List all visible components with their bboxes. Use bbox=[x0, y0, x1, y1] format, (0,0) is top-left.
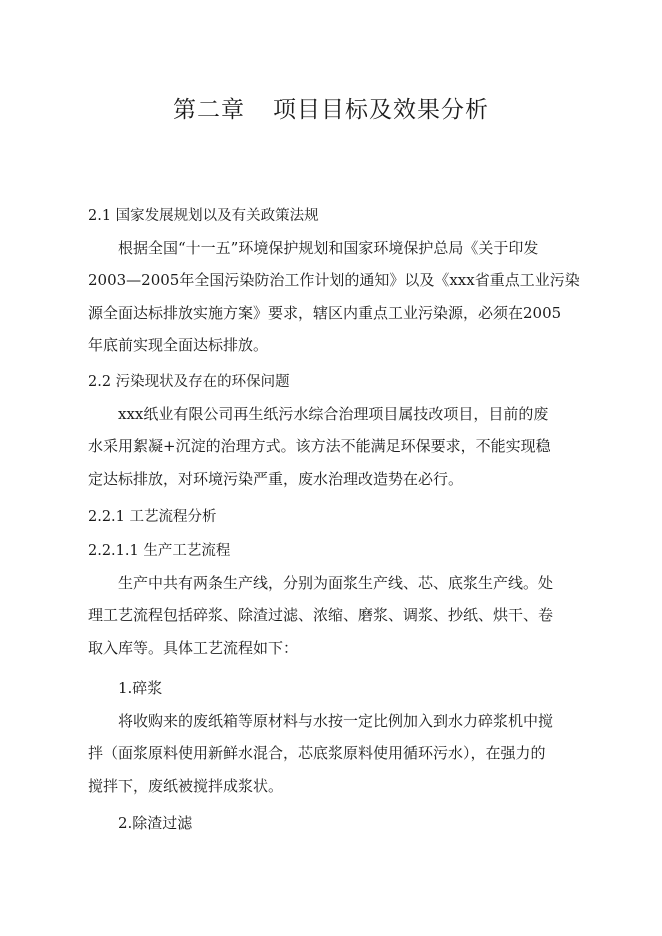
paragraph-line: 2003—2005年全国污染防治工作计划的通知》以及《xxx省重点工业污染 bbox=[88, 271, 580, 290]
chapter-name: 项目目标及效果分析 bbox=[273, 97, 489, 123]
paragraph-line: 取入库等。具体工艺流程如下： bbox=[88, 638, 299, 657]
paragraph-line: 生产中共有两条生产线，分别为面浆生产线、芯、底浆生产线。处 bbox=[118, 574, 554, 592]
chapter-number: 第二章 bbox=[173, 97, 245, 123]
paragraph-line: 源全面达标排放实施方案》要求，辖区内重点工业污染源，必须在2005 bbox=[88, 303, 562, 322]
paragraph-line: 年底前实现全面达标排放。 bbox=[88, 335, 269, 354]
paragraph-2-2-1-1 bbox=[88, 567, 582, 664]
section-heading-2-2-1: 2.2.1 工艺流程分析 bbox=[88, 509, 217, 525]
paragraph-2-1 bbox=[88, 232, 582, 361]
section-heading-2-2-1-1: 2.2.1.1 生产工艺流程 bbox=[88, 543, 231, 559]
step-heading-1: 1.碎浆 bbox=[118, 679, 163, 697]
step-heading-2: 2.除渣过滤 bbox=[118, 814, 193, 832]
paragraph-2-2 bbox=[88, 398, 582, 495]
section-heading-2-1: 2.1 国家发展规划以及有关政策法规 bbox=[88, 208, 319, 224]
paragraph-line: 搅拌下，废纸被搅拌成浆状。 bbox=[88, 776, 284, 795]
paragraph-step-1 bbox=[88, 705, 582, 802]
paragraph-line: 水采用絮凝+沉淀的治理方式。该方法不能满足环保要求，不能实现稳 bbox=[88, 437, 551, 456]
paragraph-line: 拌（面浆原料使用新鲜水混合，芯底浆原料使用循环污水），在强力的 bbox=[88, 744, 546, 763]
section-heading-2-2: 2.2 污染现状及存在的环保问题 bbox=[88, 374, 290, 390]
paragraph-line: 定达标排放，对环境污染严重，废水治理改造势在必行。 bbox=[88, 469, 464, 488]
paragraph-line: 根据全国“十一五”环境保护规划和国家环境保护总局《关于印发 bbox=[118, 239, 539, 257]
chapter-title bbox=[0, 92, 662, 128]
paragraph-line: xxx纸业有限公司再生纸污水综合治理项目属技改项目，目前的废 bbox=[118, 405, 549, 423]
paragraph-line: 将收购来的废纸箱等原材料与水按一定比例加入到水力碎浆机中搅 bbox=[118, 712, 554, 730]
paragraph-line: 理工艺流程包括碎浆、除渣过滤、浓缩、磨浆、调浆、抄纸、烘干、卷 bbox=[88, 606, 554, 625]
